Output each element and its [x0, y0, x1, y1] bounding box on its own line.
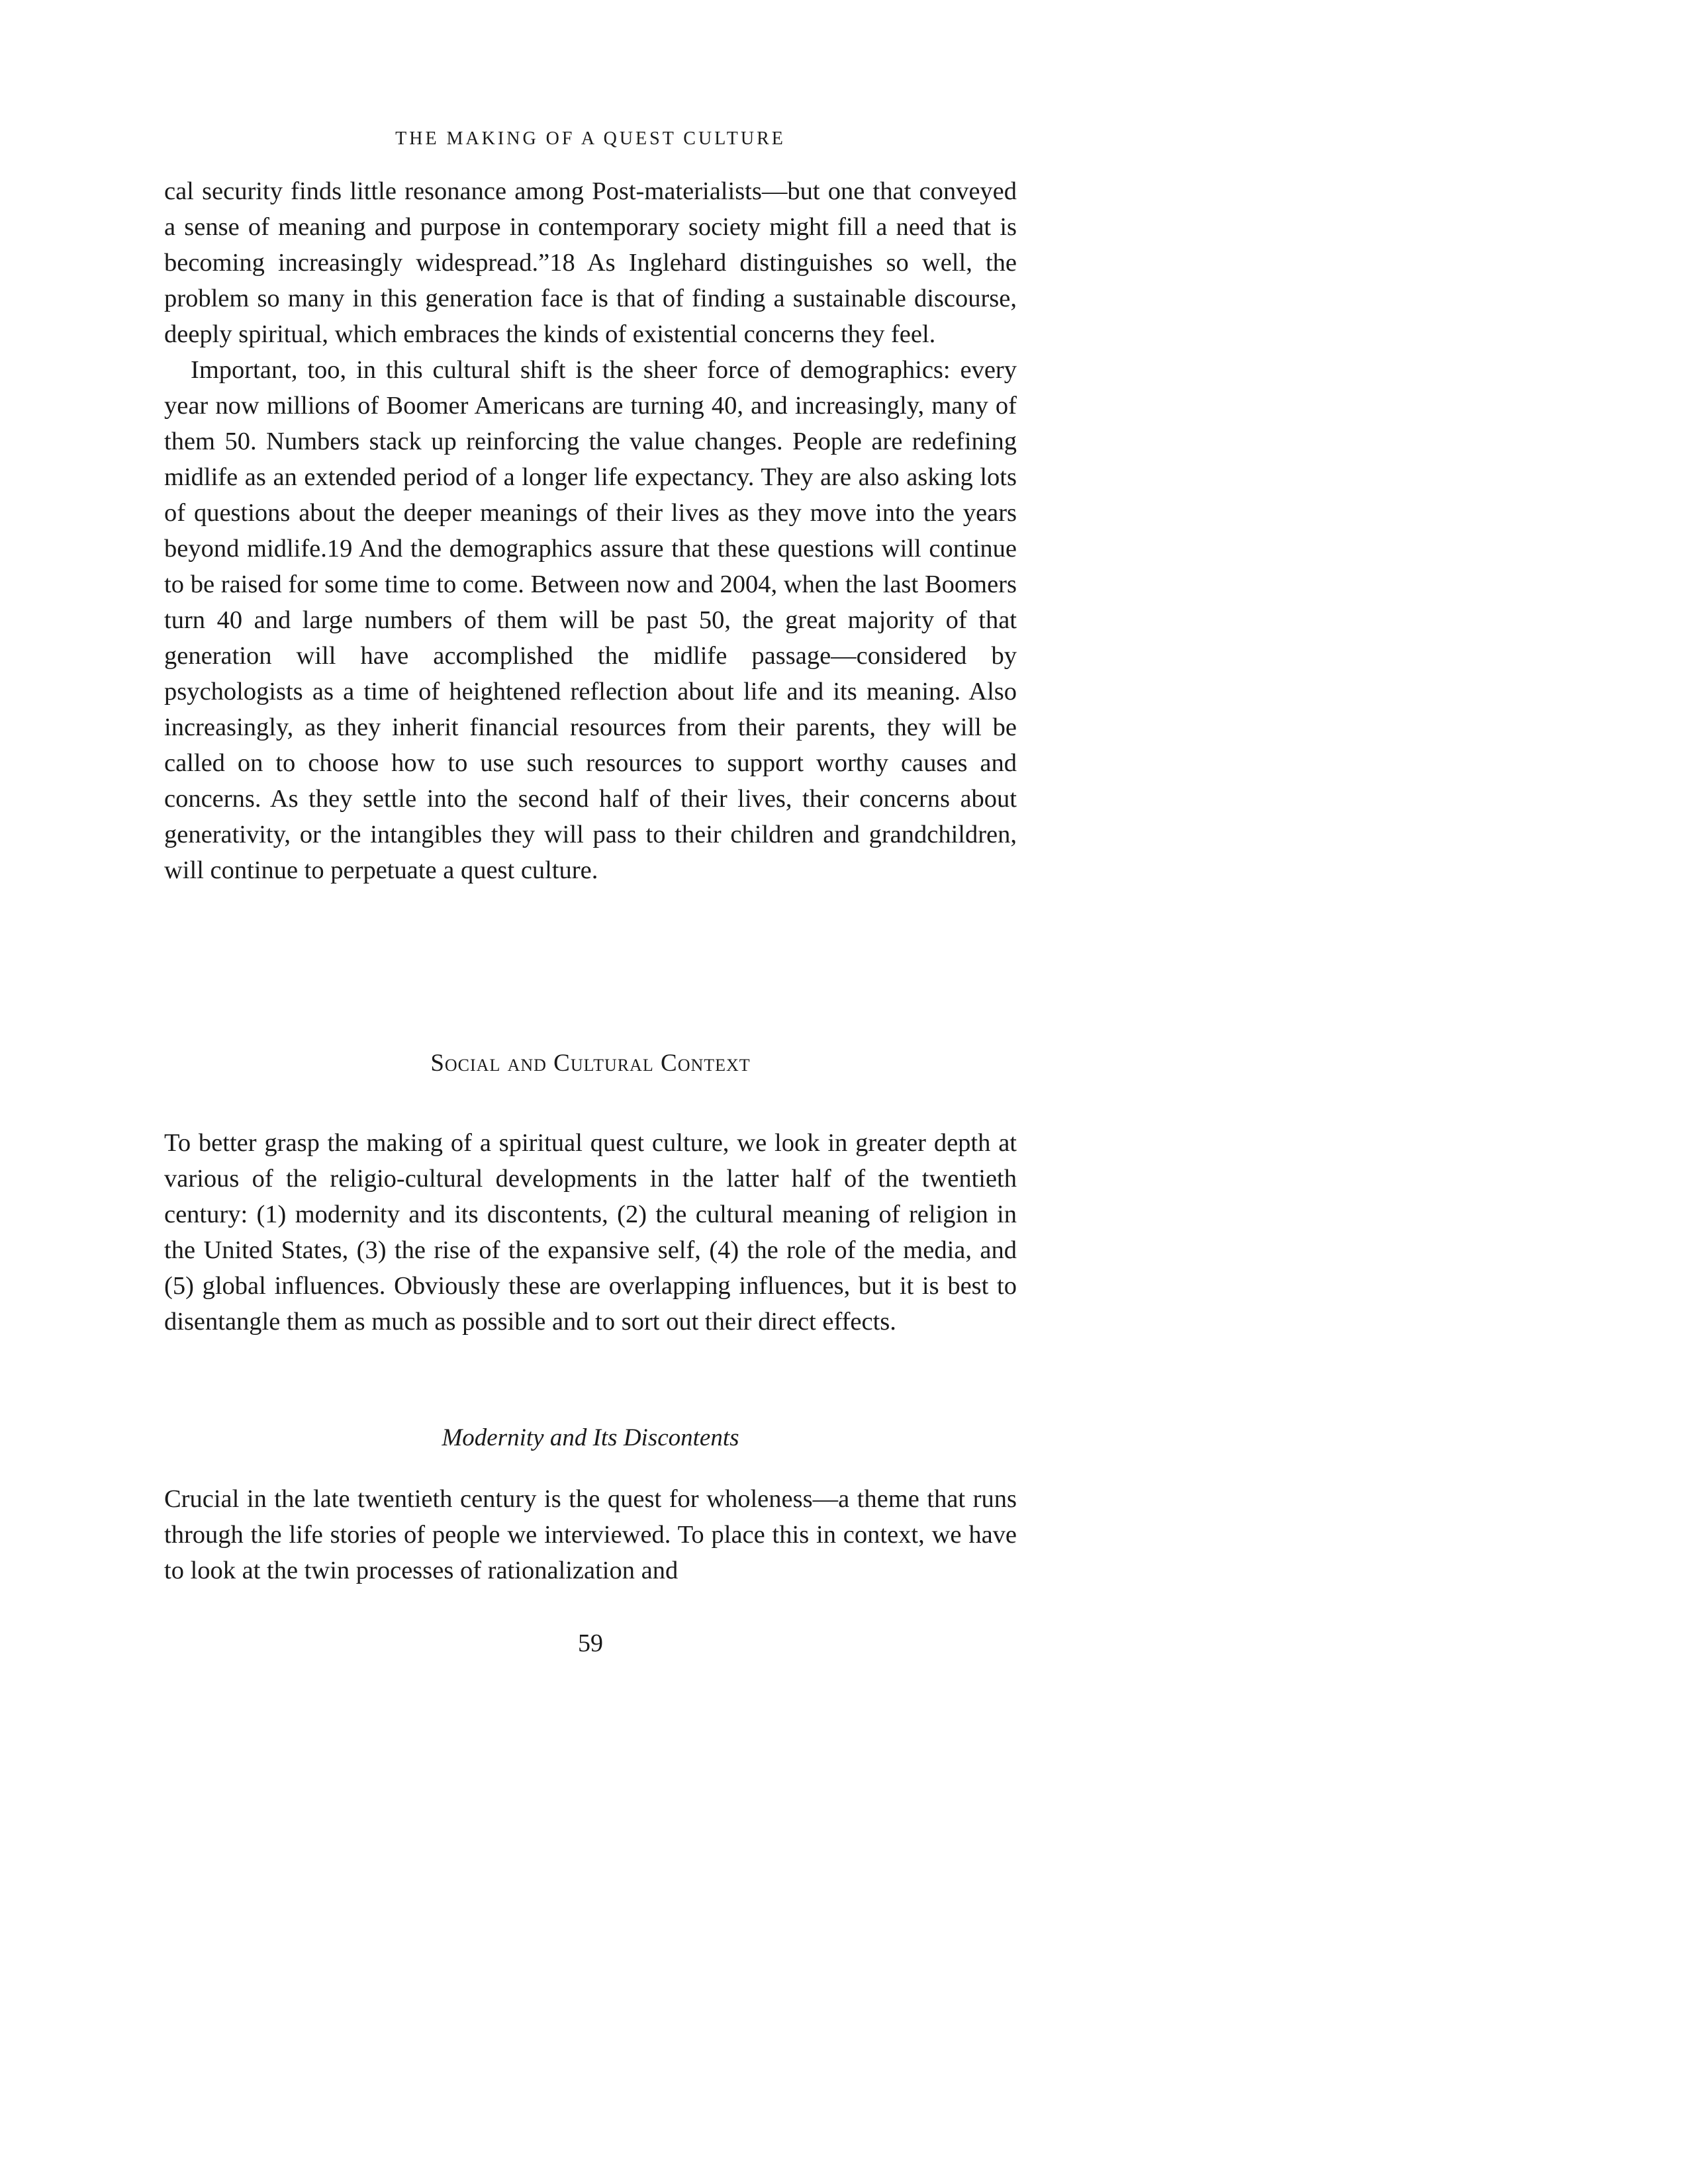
paragraph-modernity: Crucial in the late twentieth century is the quest for wholeness—a theme that runs through the life stories of people we interviewed. To place this in context, we have to look at the twin processes of rationalization and [164, 1485, 1017, 1584]
paragraph-demographics: Important, too, in this cultural shift is the sheer force of demographics: every year now millions of Boomer Americans are turning 40, and increasingly, many of them 50. Numbers stack up reinforcing the value changes. People are redefining midlife as an extended period of a longer life expectancy. They are also asking lots of questions about the deeper meanings of their lives as they move into the years beyond midlife.19 And the demographics assure that these questions will continue to be raised for some time to come. Between now and 2004, when the last Boomers turn 40 and large numbers of them will be past 50, the great majority of that generation will have accomplished the midlife passage—considered by psychologists as a time of heightened reflection about life and its meaning. Also increasingly, as they inherit financial resources from their parents, they will be called on to choose how to use such resources to support worthy causes and concerns. As they settle into the second half of their lives, their concerns about generativity, or the intangibles they will pass to their children and grandchildren, will continue to perpetuate a quest culture. [164, 356, 1017, 884]
body-text-middle [164, 1125, 1017, 1340]
paragraph-context: To better grasp the making of a spiritual quest culture, we look in greater depth at various of the religio-cultural developments in the latter half of the twentieth century: (1) modernity and its discontents, (2) the cultural meaning of religion in the United States, (3) the rise of the expansive self, (4) the role of the media, and (5) global influences. Obviously these are overlapping influences, but it is best to disentangle them as much as possible and to sort out their direct effects. [164, 1129, 1017, 1336]
running-head: THE MAKING OF A QUEST CULTURE [395, 128, 786, 149]
subsection-heading: Modernity and Its Discontents [442, 1424, 739, 1451]
paragraph-continued: cal security finds little resonance among Post-materialists—but one that conveyed a sense of meaning and purpose in contemporary society might fill a need that is becoming increasingly widespread.”18 As Inglehard distinguishes so well, the problem so many in this generation face is that of finding a sustainable discourse, deeply spiritual, which embraces the kinds of existential concerns they feel. [164, 177, 1017, 348]
body-text-top [164, 173, 1017, 888]
page-number: 59 [578, 1629, 603, 1657]
section-heading: Social and Cultural Context [430, 1050, 751, 1077]
body-text-bottom [164, 1481, 1017, 1588]
